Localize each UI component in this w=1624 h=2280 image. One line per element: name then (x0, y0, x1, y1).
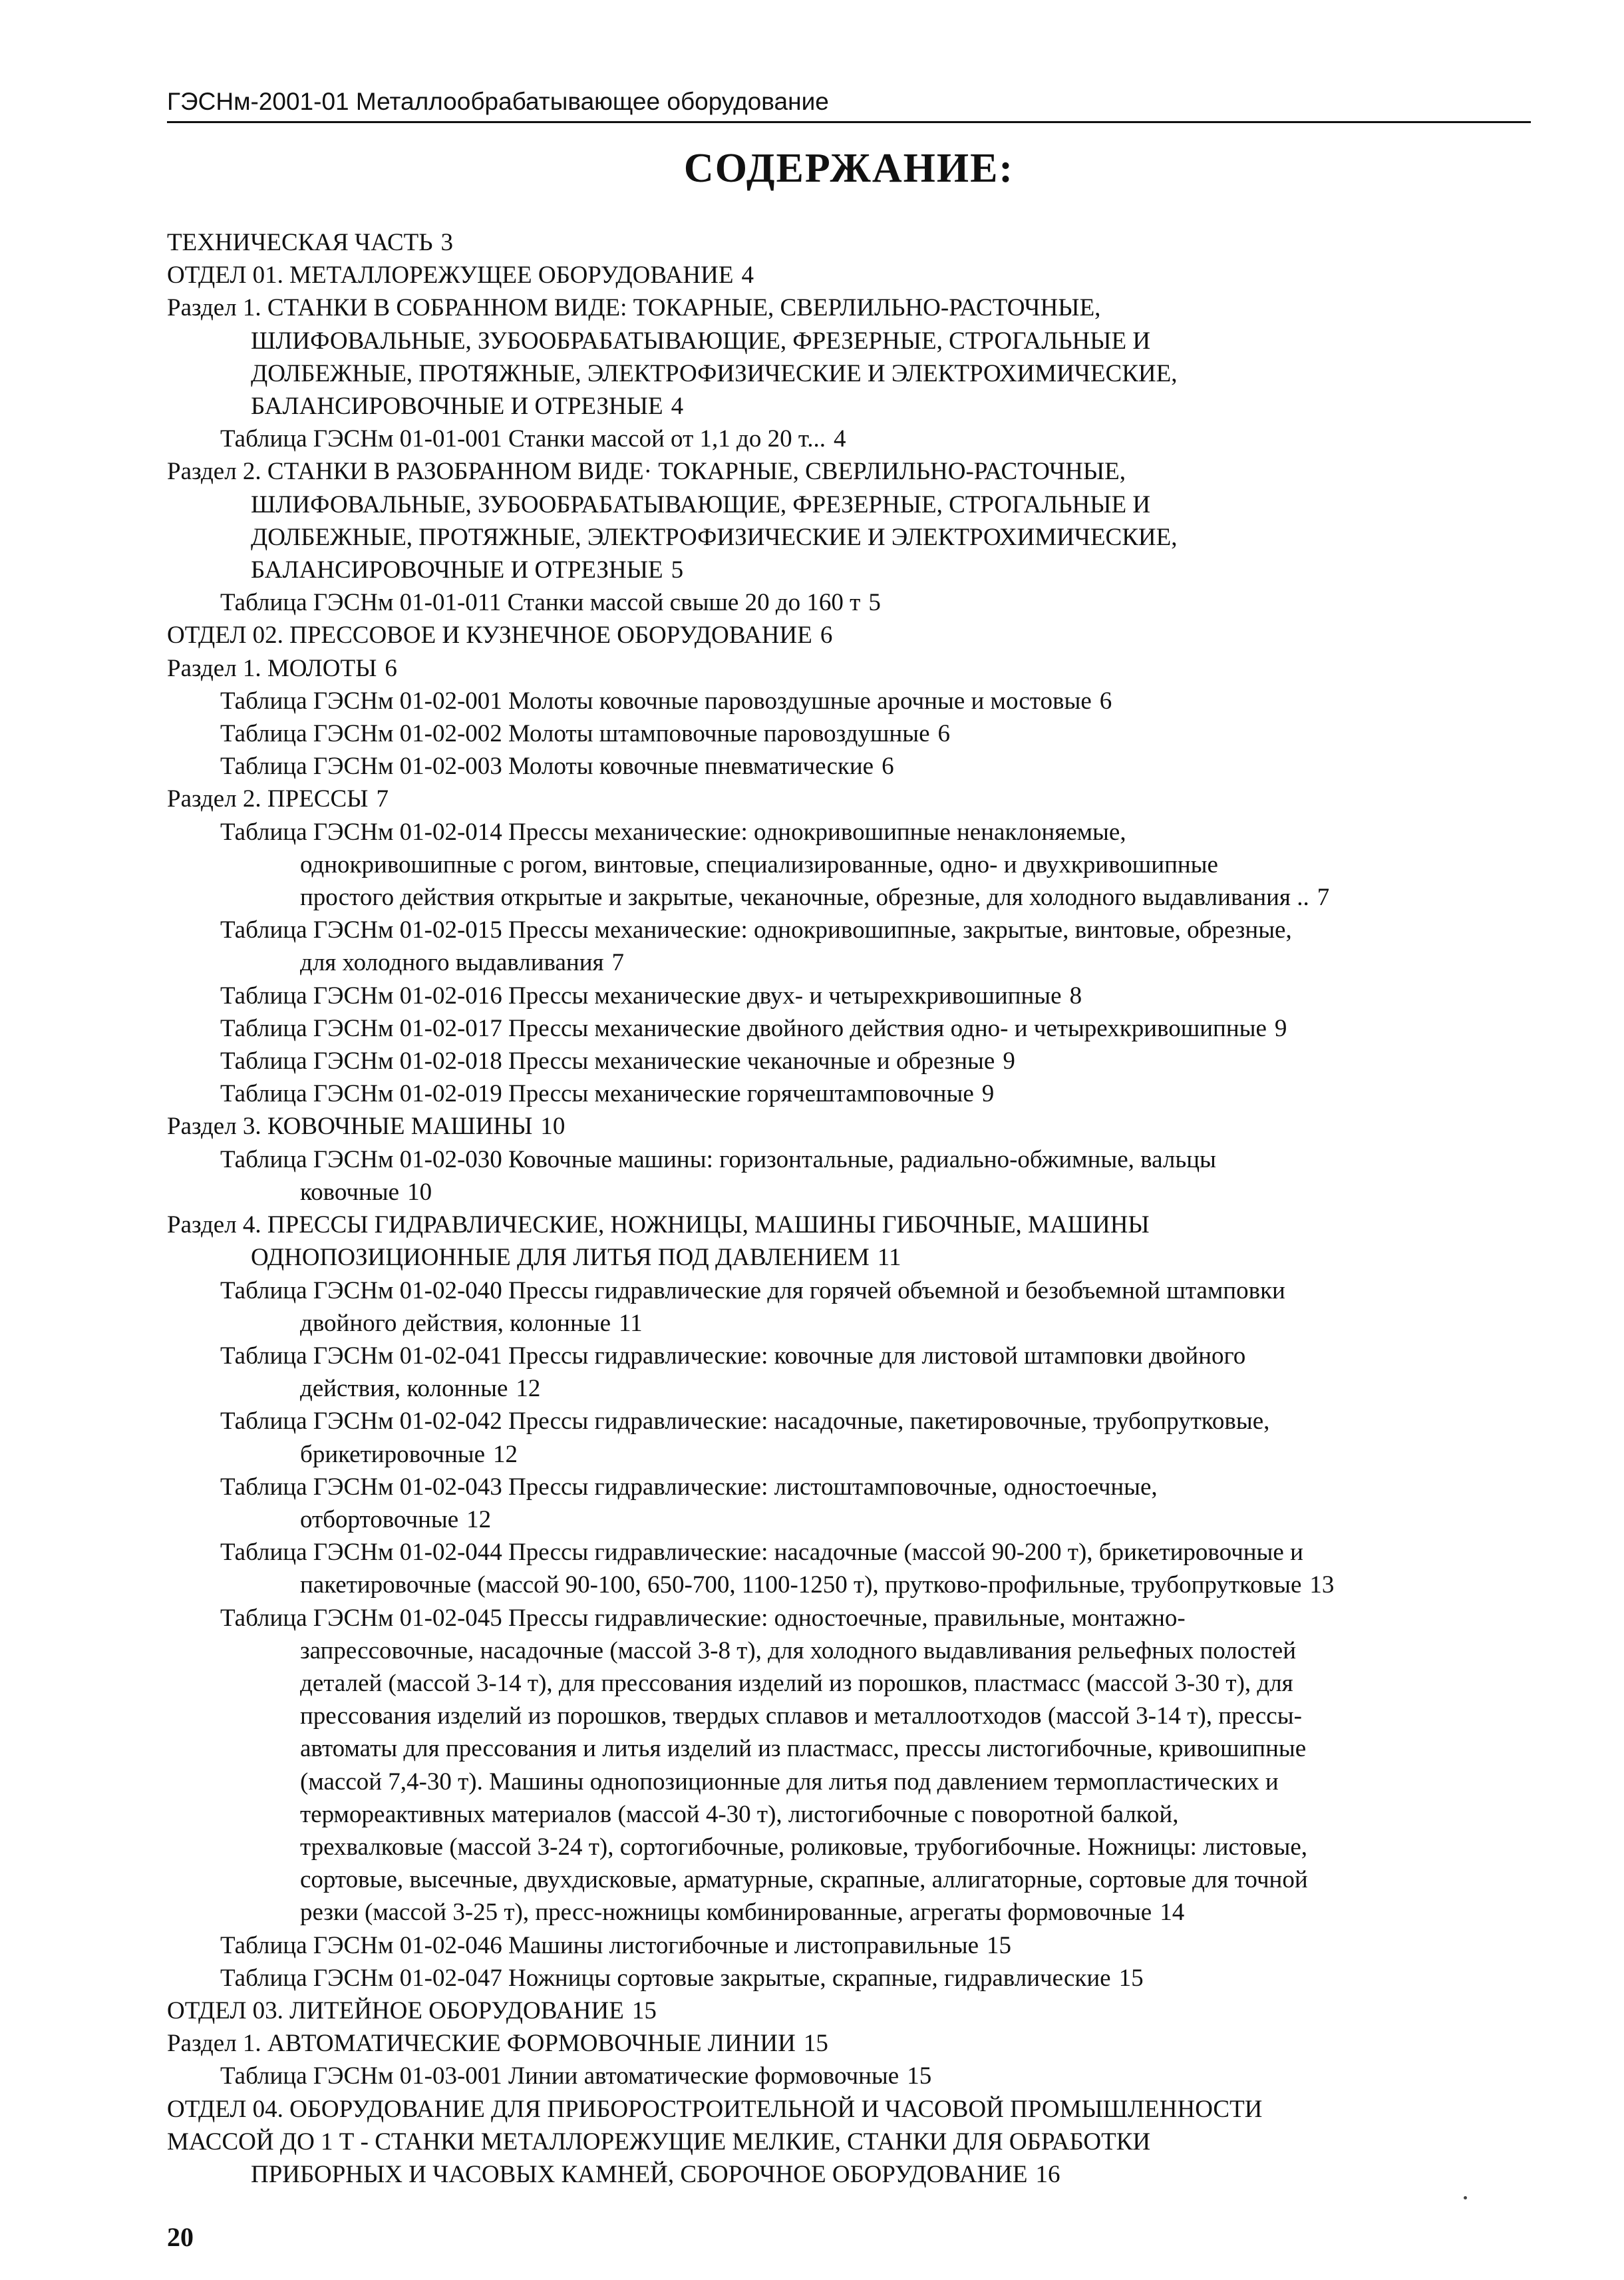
toc-entry-text: Таблица ГЭСНм 01-02-046 Машины листогибочные и листоправильные (220, 1931, 979, 1959)
toc-entry-continuation: однокривошипные с рогом, винтовые, специализированные, одно- и двухкривошипные (300, 851, 1218, 878)
toc-entry-text: ОТДЕЛ 01. МЕТАЛЛОРЕЖУЩЕЕ ОБОРУДОВАНИЕ (167, 262, 734, 289)
toc-entry-title: Таблица ГЭСНм 01-02-042 Прессы гидравлические: насадочные, пакетировочные, трубопрутковые, (220, 1408, 1270, 1435)
toc-entry (167, 685, 1521, 717)
toc-entry (167, 1012, 1521, 1045)
toc-entry-continuation: трехвалковые (массой 3-24 т), сортогибочные, роликовые, трубогибочные. Ножницы: листовые, (300, 1833, 1308, 1861)
toc-entry (167, 816, 1521, 914)
toc-page-number: 12 (516, 1375, 541, 1403)
toc-page-number: 3 (440, 229, 453, 256)
toc-entry-title: Таблица ГЭСНм 01-02-043 Прессы гидравлические: листоштамповочные, одностоечные, (220, 1473, 1158, 1501)
toc-entry-title: Таблица ГЭСНм 01-02-045 Прессы гидравлические: одностоечные, правильные, монтажно- (220, 1604, 1186, 1632)
toc-page-number: 6 (385, 654, 397, 682)
toc-page-number: 6 (937, 720, 950, 748)
toc-page-number: 4 (833, 425, 846, 453)
toc-page-number: 11 (619, 1309, 643, 1337)
toc-entry (167, 2093, 1521, 2191)
toc-page-number: 15 (803, 2030, 828, 2058)
toc-entry-continuation (167, 1307, 1521, 1340)
toc-entry-title (167, 783, 1521, 815)
toc-entry (167, 1077, 1521, 1110)
toc-entry (167, 259, 1521, 291)
toc-page-number: 12 (493, 1440, 518, 1468)
toc-entry-title (167, 1929, 1521, 1962)
toc-entry (167, 291, 1521, 423)
toc-page-number: 8 (1069, 982, 1082, 1010)
toc-entry-text: Таблица ГЭСНм 01-03-001 Линии автоматические формовочные (220, 2062, 899, 2090)
toc-entry (167, 1471, 1521, 1536)
toc-entry-title: Раздел 2. СТАНКИ В РАЗОБРАННОМ ВИДЕ· ТОКАРНЫЕ, СВЕРЛИЛЬНО-РАСТОЧНЫЕ, (167, 458, 1126, 486)
toc-entry-title (167, 717, 1521, 750)
toc-entry-title (167, 619, 1521, 652)
toc-entry (167, 2027, 1521, 2060)
toc-entry-continuation (167, 1896, 1521, 1929)
toc-entry (167, 1995, 1521, 2027)
toc-entry-title (167, 1110, 1521, 1143)
toc-page-number: 5 (671, 556, 684, 584)
toc-entry (167, 226, 1521, 259)
toc-entry-title: Таблица ГЭСНм 01-02-014 Прессы механические: однокривошипные ненаклоняемые, (220, 818, 1126, 846)
toc-entry-continuation (167, 946, 1521, 979)
toc-entry-text: Таблица ГЭСНм 01-02-001 Молоты ковочные паровоздушные арочные и мостовые (220, 687, 1092, 715)
toc-entry-title (167, 1045, 1521, 1077)
toc-entry (167, 619, 1521, 652)
toc-entry-text: брикетировочные (300, 1440, 486, 1468)
toc-entry-text: резки (массой 3-25 т), пресс-ножницы комбинированные, агрегаты формовочные (300, 1899, 1152, 1927)
toc-page-number: 12 (466, 1505, 492, 1533)
toc-page-number: 15 (1118, 1964, 1144, 1992)
toc-entry (167, 1929, 1521, 1962)
toc-page-number: 11 (877, 1244, 901, 1272)
toc-page-number: 14 (1160, 1899, 1185, 1927)
page-title: СОДЕРЖАНИЕ: (683, 146, 1015, 191)
toc-entry-title: Раздел 4. ПРЕССЫ ГИДРАВЛИЧЕСКИЕ, НОЖНИЦЫ, МАШИНЫ ГИБОЧНЫЕ, МАШИНЫ (167, 1211, 1150, 1239)
toc-entry (167, 1340, 1521, 1405)
toc-entry-continuation (167, 1176, 1521, 1209)
toc-page-number: 15 (631, 1996, 657, 2024)
toc-entry-text: Таблица ГЭСНм 01-02-003 Молоты ковочные пневматические (220, 753, 874, 781)
toc-page-number: 6 (882, 753, 894, 781)
toc-entry-continuation (167, 1372, 1521, 1405)
toc-entry-text: двойного действия, колонные (300, 1309, 611, 1337)
toc-entry-text: действия, колонные (300, 1375, 508, 1403)
toc-page-number: 7 (611, 949, 625, 977)
table-of-contents (167, 226, 1521, 2191)
toc-entry (167, 1209, 1521, 1274)
toc-entry-continuation (167, 881, 1521, 914)
toc-entry-title: Таблица ГЭСНм 01-02-040 Прессы гидравлические для горячей объемной и безобъемной штамповки (220, 1276, 1285, 1304)
toc-entry (167, 1143, 1521, 1209)
toc-page-number: 16 (1035, 2160, 1060, 2188)
toc-entry (167, 1602, 1521, 1929)
toc-entry-text: Таблица ГЭСНм 01-02-047 Ножницы сортовые закрытые, скрапные, гидравлические (220, 1964, 1111, 1992)
toc-page-number: 6 (820, 622, 833, 650)
toc-entry-title (167, 1962, 1521, 1995)
toc-entry-title (167, 423, 1521, 455)
toc-entry-continuation: (массой 7,4-30 т). Машины однопозиционные для литья под давлением термопластических и (300, 1768, 1279, 1796)
toc-entry (167, 652, 1521, 685)
toc-entry-text: простого действия открытые и закрытые, чеканочные, обрезные, для холодного выдавливания .. (300, 884, 1309, 912)
toc-entry (167, 783, 1521, 815)
toc-entry-continuation (167, 554, 1521, 586)
toc-entry-continuation (167, 1503, 1521, 1536)
toc-page-number: 7 (1317, 884, 1330, 912)
toc-entry-continuation (167, 390, 1521, 423)
toc-entry-text: ковочные (300, 1178, 400, 1206)
toc-entry-text: Раздел 1. АВТОМАТИЧЕСКИЕ ФОРМОВОЧНЫЕ ЛИНИИ (167, 2030, 796, 2058)
toc-entry (167, 423, 1521, 455)
running-header (167, 80, 1531, 123)
toc-entry-text: Таблица ГЭСНм 01-02-019 Прессы механические горячештамповочные (220, 1080, 974, 1108)
toc-entry-title (167, 226, 1521, 259)
toc-entry (167, 1274, 1521, 1340)
toc-entry-continuation: МАССОЙ ДО 1 Т - СТАНКИ МЕТАЛЛОРЕЖУЩИЕ МЕЛКИЕ, СТАНКИ ДЛЯ ОБРАБОТКИ (167, 2128, 1151, 2156)
toc-entry-text: отбортовочные (300, 1505, 459, 1533)
toc-entry-text: Таблица ГЭСНм 01-02-017 Прессы механические двойного действия одно- и четырехкривошипные (220, 1014, 1267, 1042)
toc-entry-title: Таблица ГЭСНм 01-02-041 Прессы гидравлические: ковочные для листовой штамповки двойного (220, 1342, 1246, 1370)
page-number: 20 (167, 2222, 194, 2252)
toc-entry-continuation: ДОЛБЕЖНЫЕ, ПРОТЯЖНЫЕ, ЭЛЕКТРОФИЗИЧЕСКИЕ И ЭЛЕКТРОХИМИЧЕСКИЕ, (251, 359, 1178, 387)
toc-entry-continuation (167, 1241, 1521, 1274)
toc-entry-text: ОТДЕЛ 02. ПРЕССОВОЕ И КУЗНЕЧНОЕ ОБОРУДОВАНИЕ (167, 622, 812, 650)
toc-entry (167, 586, 1521, 619)
toc-entry-title (167, 1012, 1521, 1045)
toc-entry-title: Таблица ГЭСНм 01-02-015 Прессы механические: однокривошипные, закрытые, винтовые, обрезные, (220, 916, 1292, 944)
toc-entry-continuation: запрессовочные, насадочные (массой 3-8 т), для холодного выдавливания рельефных полостей (300, 1636, 1297, 1664)
toc-page-number: 10 (407, 1178, 432, 1206)
toc-entry (167, 2060, 1521, 2092)
toc-page-number: 9 (1274, 1014, 1287, 1042)
toc-entry-title (167, 1995, 1521, 2027)
toc-entry-continuation: термореактивных материалов (массой 4-30 т), листогибочные с поворотной балкой, (300, 1800, 1179, 1828)
toc-entry-text: Таблица ГЭСНм 01-02-018 Прессы механические чеканочные и обрезные (220, 1047, 995, 1075)
toc-entry-continuation: ДОЛБЕЖНЫЕ, ПРОТЯЖНЫЕ, ЭЛЕКТРОФИЗИЧЕСКИЕ И ЭЛЕКТРОХИМИЧЕСКИЕ, (251, 523, 1178, 551)
toc-page-number: 5 (868, 589, 881, 617)
toc-entry-title (167, 1077, 1521, 1110)
toc-page-number: 4 (741, 262, 754, 289)
toc-entry-text: ПРИБОРНЫХ И ЧАСОВЫХ КАМНЕЙ, СБОРОЧНОЕ ОБОРУДОВАНИЕ (251, 2160, 1028, 2188)
toc-entry-text: ТЕХНИЧЕСКАЯ ЧАСТЬ (167, 229, 433, 256)
toc-entry-text: Таблица ГЭСНм 01-02-016 Прессы механические двух- и четырехкривошипные (220, 982, 1062, 1010)
toc-entry-title: ОТДЕЛ 04. ОБОРУДОВАНИЕ ДЛЯ ПРИБОРОСТРОИТЕЛЬНОЙ И ЧАСОВОЙ ПРОМЫШЛЕННОСТИ (167, 2095, 1263, 2123)
toc-entry-title (167, 980, 1521, 1012)
toc-entry-text: Таблица ГЭСНм 01-01-011 Станки массой свыше 20 до 160 т (220, 589, 861, 617)
toc-entry-continuation: ШЛИФОВАЛЬНЫЕ, ЗУБООБРАБАТЫВАЮЩИЕ, ФРЕЗЕРНЫЕ, СТРОГАЛЬНЫЕ И (251, 327, 1151, 355)
toc-page-number: 15 (907, 2062, 932, 2090)
toc-entry-title (167, 586, 1521, 619)
toc-page-number: 6 (1099, 687, 1112, 715)
toc-entry-continuation (167, 2158, 1521, 2191)
toc-entry-text: Раздел 2. ПРЕССЫ (167, 785, 369, 813)
toc-entry-continuation: автоматы для прессования и литья изделий из пластмасс, прессы листогибочные, кривошипные (300, 1735, 1307, 1763)
toc-entry-title: Таблица ГЭСНм 01-02-030 Ковочные машины: горизонтальные, радиально-обжимные, вальцы (220, 1145, 1216, 1173)
toc-page-number: 9 (1003, 1047, 1015, 1075)
toc-entry-text: БАЛАНСИРОВОЧНЫЕ И ОТРЕЗНЫЕ (251, 556, 663, 584)
toc-entry-text: Раздел 1. МОЛОТЫ (167, 654, 377, 682)
toc-entry-text: для холодного выдавливания (300, 949, 604, 977)
toc-entry (167, 1536, 1521, 1601)
toc-page-number: 9 (981, 1080, 995, 1108)
toc-entry (167, 1110, 1521, 1143)
toc-entry-continuation: прессования изделий из порошков, твердых сплавов и металлоотходов (массой 3-14 т), прессы- (300, 1702, 1302, 1730)
toc-entry-text: Раздел 3. КОВОЧНЫЕ МАШИНЫ (167, 1113, 533, 1141)
toc-entry-continuation: ШЛИФОВАЛЬНЫЕ, ЗУБООБРАБАТЫВАЮЩИЕ, ФРЕЗЕРНЫЕ, СТРОГАЛЬНЫЕ И (251, 490, 1151, 518)
toc-entry-continuation (167, 1438, 1521, 1471)
toc-entry-continuation: сортовые, высечные, двухдисковые, арматурные, скрапные, аллигаторные, сортовые для точной (300, 1866, 1308, 1894)
toc-entry-title (167, 2027, 1521, 2060)
toc-page-number: 15 (987, 1931, 1012, 1959)
toc-entry-title: Таблица ГЭСНм 01-02-044 Прессы гидравлические: насадочные (массой 90-200 т), брикетировочные и (220, 1539, 1303, 1567)
toc-page-number: 4 (671, 393, 684, 421)
toc-entry (167, 914, 1521, 979)
toc-entry-text: пакетировочные (массой 90-100, 650-700, 1100-1250 т), прутково-профильные, трубопрутковые (300, 1571, 1302, 1599)
toc-entry (167, 1045, 1521, 1077)
toc-entry-text: ОДНОПОЗИЦИОННЫЕ ДЛЯ ЛИТЬЯ ПОД ДАВЛЕНИЕМ (251, 1244, 870, 1272)
toc-entry-title (167, 259, 1521, 291)
toc-entry (167, 980, 1521, 1012)
toc-page-number: 7 (376, 785, 389, 813)
toc-entry-text: ОТДЕЛ 03. ЛИТЕЙНОЕ ОБОРУДОВАНИЕ (167, 1996, 624, 2024)
toc-entry-continuation (167, 1569, 1521, 1601)
toc-entry (167, 455, 1521, 586)
toc-entry-text: Таблица ГЭСНм 01-01-001 Станки массой от 1,1 до 20 т... (220, 425, 826, 453)
toc-page-number: 10 (540, 1113, 566, 1141)
toc-entry (167, 1962, 1521, 1995)
header-title: ГЭСНм-2001-01 Металлообрабатывающее оборудование (167, 88, 829, 115)
toc-entry-title (167, 652, 1521, 685)
toc-entry (167, 750, 1521, 783)
toc-entry-title (167, 750, 1521, 783)
toc-entry-text: БАЛАНСИРОВОЧНЫЕ И ОТРЕЗНЫЕ (251, 393, 663, 421)
toc-entry (167, 717, 1521, 750)
toc-entry (167, 1405, 1521, 1470)
toc-page-number: 13 (1309, 1571, 1335, 1599)
toc-entry-title (167, 685, 1521, 717)
toc-entry-continuation: деталей (массой 3-14 т), для прессования изделий из порошков, пластмасс (массой 3-30 т), для (300, 1669, 1293, 1697)
toc-entry-title (167, 2060, 1521, 2092)
toc-entry-title: Раздел 1. СТАНКИ В СОБРАННОМ ВИДЕ: ТОКАРНЫЕ, СВЕРЛИЛЬНО-РАСТОЧНЫЕ, (167, 294, 1101, 322)
toc-entry-text: Таблица ГЭСНм 01-02-002 Молоты штамповочные паровоздушные (220, 720, 930, 748)
scan-speck (1464, 2196, 1467, 2199)
